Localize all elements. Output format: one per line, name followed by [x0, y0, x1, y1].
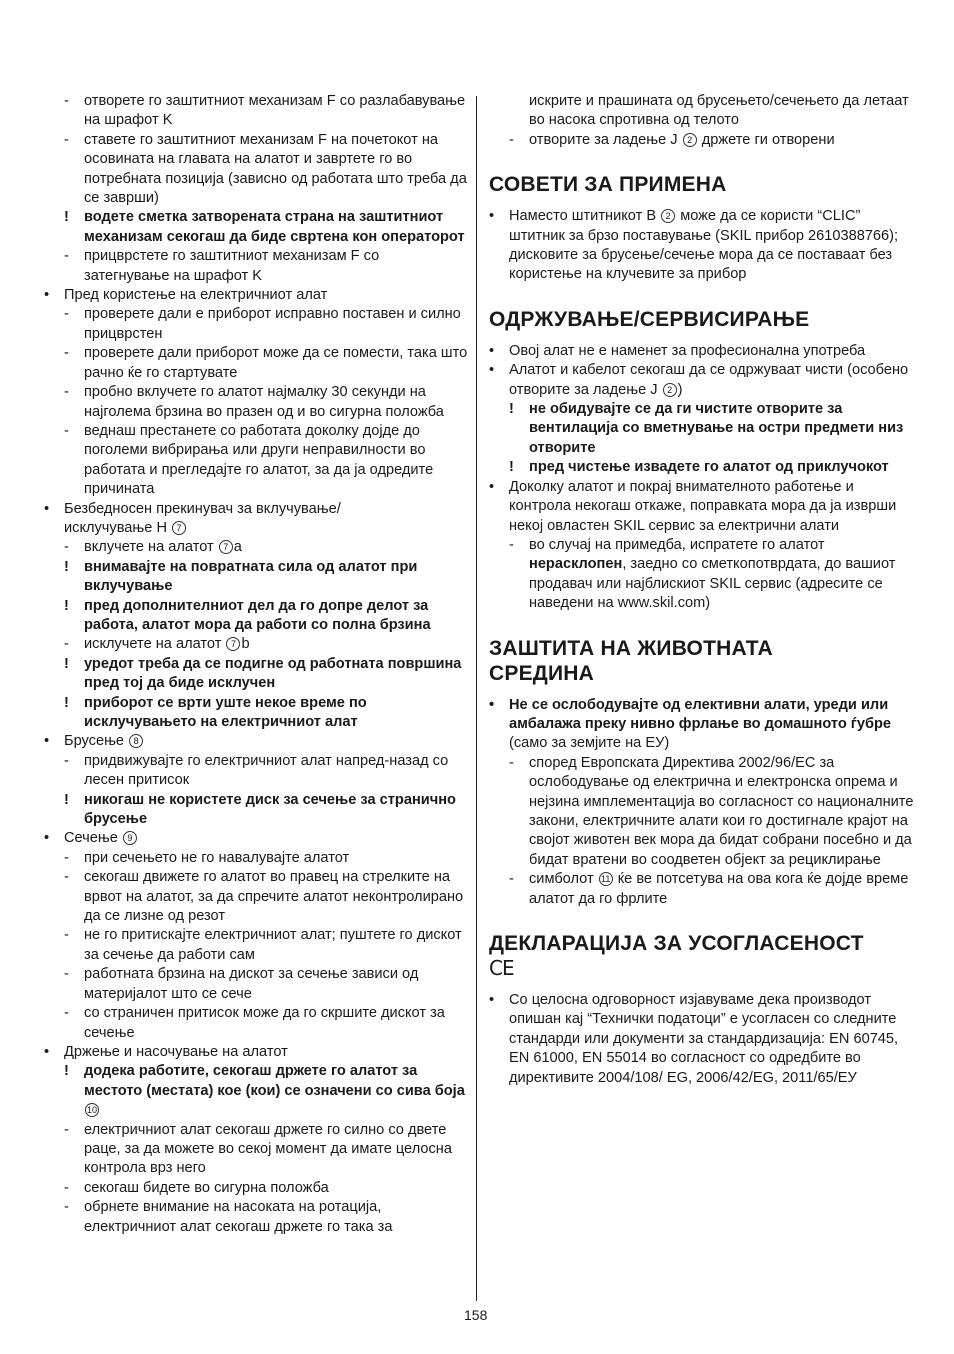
- bullet-item: • Доколку алатот и покрај внимателното работење и контрола некогаш откаже, поправката мора да ја изврши некој овластен SKIL сервис за електрични алати: [489, 478, 897, 534]
- column-divider: [476, 96, 477, 1301]
- left-column: [44, 92, 468, 1237]
- figure-ref-2: 2: [661, 209, 675, 223]
- warning-item: ! додека работите, секогаш држете го алатот за местото (местата) кое (кои) се означени со сива боја 10: [64, 1063, 465, 1116]
- list-item: - веднаш престанете со работата доколку дојде до поголеми вибрирања или други неправилности во работата и прегледајте го алатот, за да ја одредите причината: [64, 422, 434, 498]
- list-item: - во случај на примедба, испратете го алатот нерасклопен, заедно со сметкопотврдата, до вашиот продавач или најблискиот SKIL сервис (адресите се наведени на www.skil.com): [509, 536, 896, 612]
- list-item: - обрнете внимание на насоката на ротација, електричниот алат секогаш држете го така за: [64, 1199, 393, 1235]
- ce-mark-icon: CE: [489, 956, 514, 980]
- warning-item: ! пред дополнителниот дел да го допре делот за работа, алатот мора да работи со полна брзина: [64, 597, 431, 633]
- bullet-item: • Овој алат не е наменет за професионална употреба: [489, 342, 866, 359]
- bullet-item: • Брусење 8: [44, 732, 468, 751]
- list-item: - електричниот алат секогаш држете го силно со двете раце, за да можете во секој момент да имате целосна контрола врз него: [64, 1121, 452, 1177]
- figure-ref-9: 9: [123, 831, 137, 845]
- list-item: - прицврстете го заштитниот механизам F со затегнување на шрафот K: [64, 248, 380, 284]
- bullet-item: • Безбедносен прекинувач за вклучување/ исклучување H 7: [44, 500, 341, 536]
- bullet-item: • Пред користење на електричниот алат: [44, 287, 328, 304]
- figure-ref-2: 2: [663, 383, 677, 397]
- figure-ref-7: 7: [226, 637, 240, 651]
- bullet-item: • Наместо штитникот B 2 може да се користи “CLIC” штитник за брзо поставување (SKIL прибор 2610388766); дисковите за брусење/сечење мора да се поставаат без користење на клучевите за прибор: [489, 208, 899, 283]
- list-item: - ставете го заштитниот механизам F на почетокот на осовината на главата на алатот и завртете го во потребната позиција (зависно од работата што треба да се заврши): [64, 131, 467, 207]
- list-item: - според Европската Директива 2002/96/ЕС за ослободување од електрична и електронска опрема и нејзина имплементација во согласност со националните закони, електричните алати кои го достигнале крајот на својот животен век мора да бидат собрани посебно и да бидат вратени во соодветен објект за рециклирање: [509, 754, 914, 868]
- list-item: - проверете дали е приборот исправно поставен и силно прицврстен: [64, 306, 461, 342]
- warning-item: ! водете сметка затворената страна на заштитниот механизам секогаш да биде свртена кон операторот: [64, 209, 465, 245]
- list-item: - придвижувајте го електричниот алат напред-назад со лесен притисок: [64, 752, 449, 789]
- bullet-item: • Држење и насочување на алатот: [44, 1043, 288, 1060]
- page-number: 158: [464, 1307, 488, 1323]
- warning-item: ! никогаш не користете диск за сечење за странично брусење: [64, 791, 456, 828]
- list-item: - пробно вклучете го алатот најмалку 30 секунди на најголема брзина во празен од и во сигурна положба: [64, 384, 444, 420]
- bullet-item: • Сечење 9: [44, 829, 468, 848]
- list-item: - отворите за ладење J 2 држете ги отворени: [509, 131, 835, 148]
- warning-item: ! уредот треба да се подигне од работната површина пред тој да биде исклучен: [64, 655, 462, 692]
- figure-ref-11: 11: [599, 872, 613, 886]
- figure-ref-7: 7: [219, 540, 233, 554]
- section-heading-application-tips: СОВЕТИ ЗА ПРИМЕНА: [489, 173, 727, 197]
- list-item: - секогаш бидете во сигурна положба: [64, 1179, 329, 1196]
- warning-item: ! пред чистење извадете го алатот од приклучокот: [509, 459, 889, 476]
- bullet-item: • Алатот и кабелот секогаш да се одржуваат чисти (особено отворите за ладење J 2 ): [489, 362, 909, 398]
- list-item: - вклучете на алатот 7 a: [64, 539, 242, 556]
- figure-ref-8: 8: [129, 734, 143, 748]
- list-item: - отворете го заштитниот механизам F со разлабавување на шрафот K: [64, 93, 466, 129]
- bullet-item: • Со целосна одговорност изјавуваме дека производот опишан кај “Технички податоци” е усогласен со следните стандарди или документи за стандардизација: EN 60745, EN 61000, EN 55014 во согласност со одредбите во директивите 2004/108/ EG, 2006/42/EG, 2011/65/ЕУ: [489, 992, 899, 1086]
- section-heading-environment: ЗАШТИТА НА ЖИВОТНАТА СРЕДИНА: [489, 636, 773, 685]
- warning-item: ! не обидувајте се да ги чистите отворите за вентилација со вметнување на остри предмети низ отворите: [509, 401, 904, 456]
- list-item: - не го притискајте електричниот алат; пуштете го дискот за сечење да работи сам: [64, 927, 462, 963]
- list-item: - при сечењето не го навалувајте алатот: [64, 849, 350, 866]
- figure-ref-10: 10: [86, 1105, 97, 1116]
- list-item: - со страничен притисок може да го скршите дискот за сечење: [64, 1005, 445, 1041]
- bullet-item: • Не се ослободувајте од елективни алати, уреди или амбалажа преку нивно фрлање во домашното ѓубре (само за земјите на ЕУ): [489, 696, 892, 752]
- figure-ref-7: 7: [172, 521, 186, 535]
- list-item: - работната брзина на дискот за сечење зависи од материјалот што се сече: [64, 966, 419, 1002]
- section-heading-declaration: ДЕКЛАРАЦИЈА ЗА УСОГЛАСЕНОСТ CE: [489, 932, 864, 980]
- list-item-continued: искрите и прашината од брусењето/сечењето да летаат во насока спротивна од телото: [529, 93, 909, 129]
- figure-ref-2: 2: [683, 133, 697, 147]
- list-item: - секогаш движете го алатот во правец на стрелките на врвот на алатот, за да спречите алатот неконтролирано да се лизне од резот: [64, 869, 464, 925]
- list-item: - исклучете на алатот 7 b: [64, 636, 250, 653]
- list-item: - симболот 11 ќе ве потсетува на ова кога ќе дојде време алатот да го фрлите: [509, 871, 909, 907]
- list-item: - проверете дали приборот може да се помести, така што рачно ќе го стартувате: [64, 345, 468, 381]
- warning-item: ! приборот се врти уште некое време по исклучувањето на електричниот алат: [64, 694, 367, 730]
- right-column: [489, 92, 919, 1088]
- section-heading-maintenance: ОДРЖУВАЊЕ/СЕРВИСИРАЊЕ: [489, 307, 810, 331]
- warning-item: ! внимавајте на повратната сила од алатот при вклучување: [64, 558, 418, 595]
